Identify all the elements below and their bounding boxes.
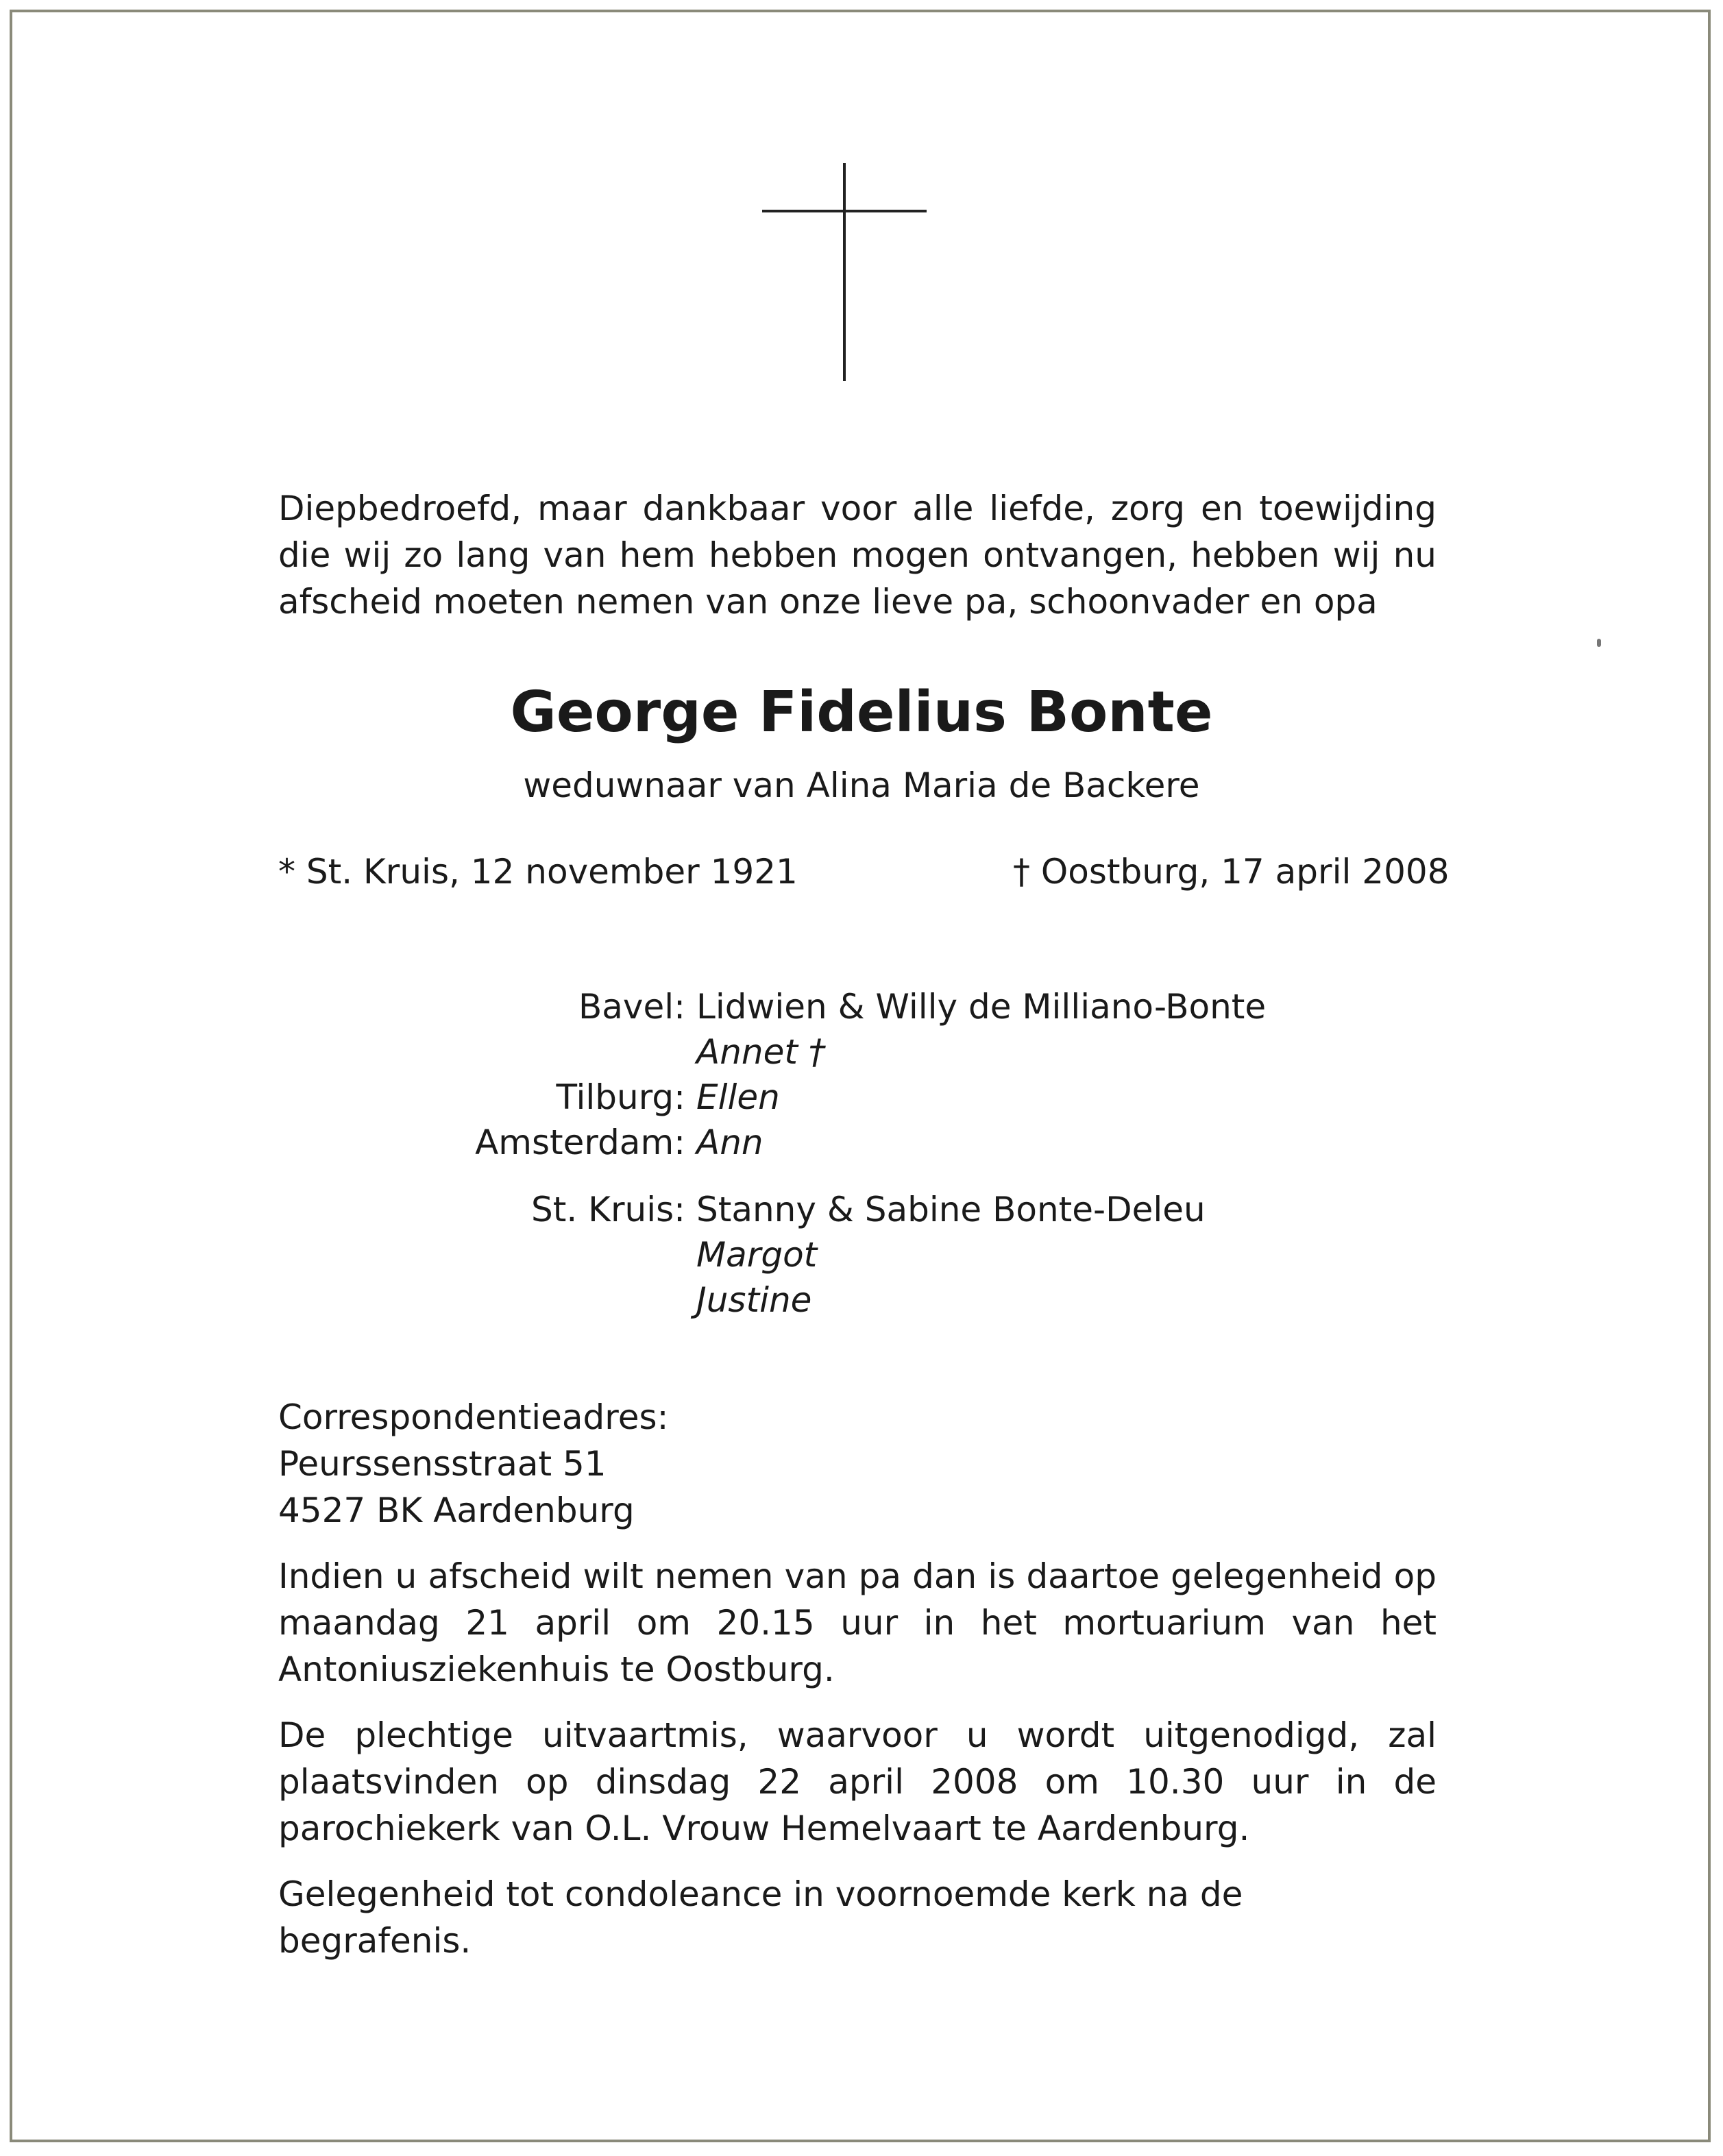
- intro-text: Diepbedroefd, maar dankbaar voor alle liefde, zorg en toewijding die wij zo lang van hem hebben mogen ontvangen, hebben wij nu afscheid moeten nemen van onze lieve pa, schoonvader en opa: [278, 489, 1437, 622]
- cross-vertical-bar: [843, 163, 846, 381]
- family-gap: [0, 1165, 1723, 1187]
- scan-speck: [1597, 639, 1601, 647]
- funeral-paragraph: De plechtige uitvaartmis, waarvoor u wordt uitgenodigd, zal plaatsvinden op dinsdag 22 april 2008 om 10.30 uur in de parochiekerk van O.L. Vrouw Hemelvaart te Aardenburg.: [278, 1715, 1437, 1848]
- family-place: St. Kruis:: [531, 1190, 685, 1229]
- family-names: Ann: [696, 1123, 763, 1162]
- deceased-name: George Fidelius Bonte: [510, 680, 1213, 745]
- family-names: Margot: [696, 1235, 818, 1275]
- family-names: Stanny & Sabine Bonte-Deleu: [696, 1190, 1206, 1229]
- address-city: 4527 BK Aardenburg: [278, 1491, 635, 1530]
- family-names: Ellen: [696, 1077, 780, 1117]
- family-names: Annet †: [696, 1032, 826, 1072]
- viewing-paragraph: Indien u afscheid wilt nemen van pa dan is daartoe gelegenheid op maandag 21 april om 20.15 uur in het mortuarium van het Antoniusziekenhuis te Oostburg.: [278, 1556, 1437, 1689]
- condolence-paragraph: Gelegenheid tot condoleance in voornoemde kerk na de begrafenis.: [278, 1874, 1243, 1961]
- family-row: [0, 1029, 1723, 1075]
- family-row: [0, 984, 1723, 1029]
- family-row: [0, 1187, 1723, 1232]
- cross-horizontal-bar: [762, 210, 927, 212]
- family-row: [0, 1277, 1723, 1323]
- family-names: Lidwien & Willy de Milliano-Bonte: [696, 987, 1267, 1027]
- correspondence-address: [278, 1394, 1437, 1534]
- family-row: [0, 1075, 1723, 1120]
- family-list: [0, 984, 1723, 1323]
- family-place: Bavel:: [578, 987, 685, 1027]
- address-label: Correspondentieadres:: [278, 1397, 669, 1437]
- family-place: Amsterdam:: [475, 1123, 685, 1162]
- birth-line: * St. Kruis, 12 november 1921: [278, 852, 798, 892]
- family-names: Justine: [696, 1280, 812, 1320]
- family-row: [0, 1232, 1723, 1277]
- family-row: [0, 1120, 1723, 1165]
- address-street: Peurssensstraat 51: [278, 1444, 607, 1484]
- family-place: Tilburg:: [556, 1077, 685, 1117]
- death-line: † Oostburg, 17 april 2008: [1013, 852, 1450, 892]
- widower-of-line: weduwnaar van Alina Maria de Backere: [523, 765, 1200, 805]
